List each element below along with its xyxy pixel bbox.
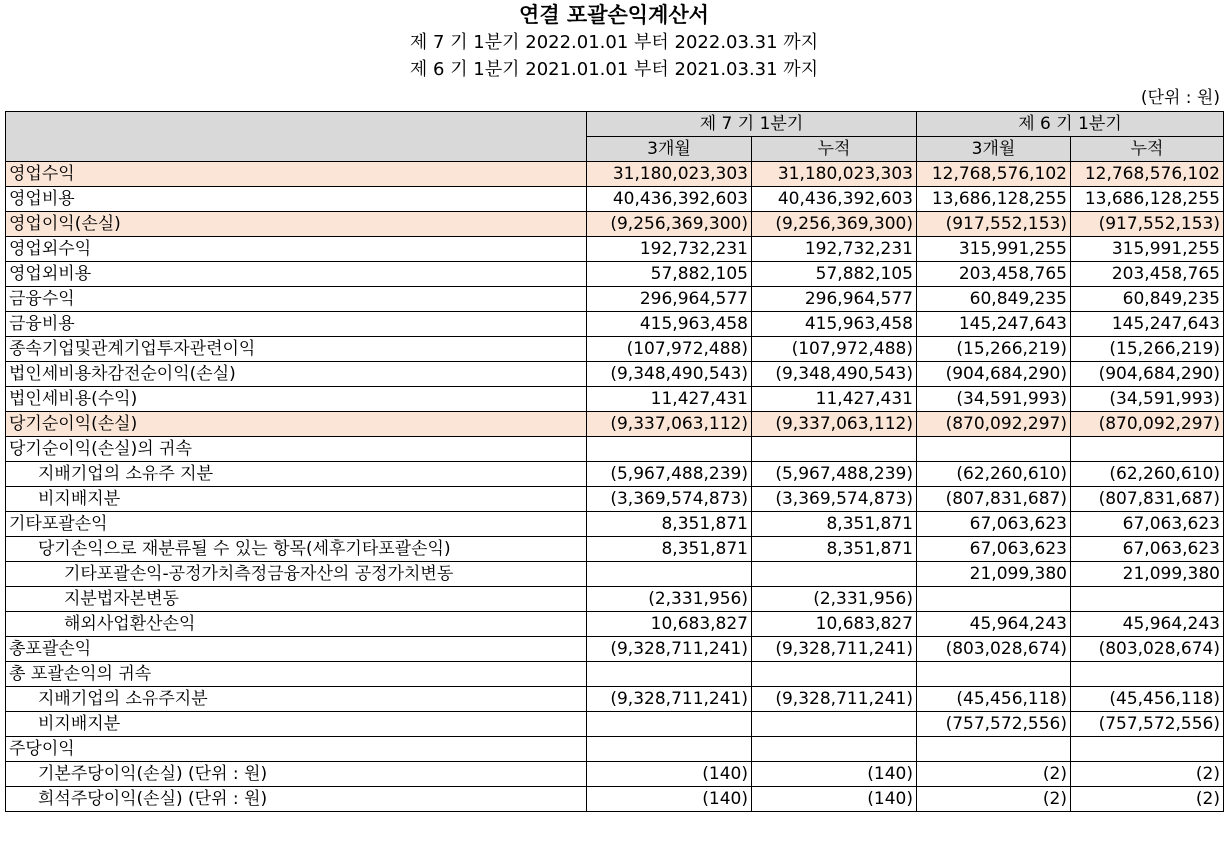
value-cell: 296,964,577 [587, 287, 752, 312]
value-cell: 13,686,128,255 [1071, 187, 1224, 212]
row-label: 주당이익 [6, 737, 587, 762]
table-row [6, 487, 1224, 512]
value-cell: (34,591,993) [1071, 387, 1224, 412]
value-cell [1071, 587, 1224, 612]
value-cell: 8,351,871 [587, 512, 752, 537]
value-cell [1071, 437, 1224, 462]
value-cell: 67,063,623 [1071, 512, 1224, 537]
value-cell [587, 737, 752, 762]
table-row [6, 687, 1224, 712]
value-cell: (9,337,063,112) [752, 412, 917, 437]
value-cell: (9,328,711,241) [587, 637, 752, 662]
value-cell: (62,260,610) [1071, 462, 1224, 487]
row-label: 지배기업의 소유주 지분 [6, 462, 587, 487]
value-cell [917, 737, 1071, 762]
table-row [6, 362, 1224, 387]
value-cell: (34,591,993) [917, 387, 1071, 412]
value-cell: (9,328,711,241) [752, 687, 917, 712]
value-cell: 57,882,105 [752, 262, 917, 287]
table-row [6, 712, 1224, 737]
value-cell: (62,260,610) [917, 462, 1071, 487]
value-cell: (140) [752, 762, 917, 787]
value-cell: 192,732,231 [752, 237, 917, 262]
value-cell [917, 662, 1071, 687]
row-label: 희석주당이익(손실) (단위 : 원) [6, 787, 587, 812]
value-cell: 60,849,235 [1071, 287, 1224, 312]
value-cell: (2) [917, 787, 1071, 812]
table-row [6, 287, 1224, 312]
row-label: 영업외수익 [6, 237, 587, 262]
income-statement-table [5, 111, 1224, 812]
value-cell: 67,063,623 [917, 512, 1071, 537]
value-cell: 315,991,255 [1071, 237, 1224, 262]
value-cell: 296,964,577 [752, 287, 917, 312]
value-cell: (807,831,687) [917, 487, 1071, 512]
table-row [6, 262, 1224, 287]
value-cell [917, 587, 1071, 612]
header-3month-current: 3개월 [587, 137, 752, 162]
value-cell [587, 562, 752, 587]
value-cell: (803,028,674) [1071, 637, 1224, 662]
value-cell: (140) [587, 762, 752, 787]
value-cell: (45,456,118) [1071, 687, 1224, 712]
header-current-period: 제 7 기 1분기 [587, 112, 917, 137]
value-cell [752, 437, 917, 462]
table-row [6, 762, 1224, 787]
value-cell: 67,063,623 [917, 537, 1071, 562]
value-cell: (9,256,369,300) [752, 212, 917, 237]
table-row [6, 212, 1224, 237]
row-label: 법인세비용차감전순이익(손실) [6, 362, 587, 387]
table-row [6, 237, 1224, 262]
value-cell [587, 662, 752, 687]
table-row [6, 437, 1224, 462]
value-cell: 12,768,576,102 [917, 162, 1071, 187]
value-cell: 31,180,023,303 [752, 162, 917, 187]
table-row [6, 312, 1224, 337]
row-label: 기타포괄손익 [6, 512, 587, 537]
value-cell: (803,028,674) [917, 637, 1071, 662]
value-cell [752, 712, 917, 737]
value-cell: 415,963,458 [587, 312, 752, 337]
value-cell: 40,436,392,603 [587, 187, 752, 212]
value-cell [752, 662, 917, 687]
value-cell: (2) [917, 762, 1071, 787]
value-cell: (2) [1071, 787, 1224, 812]
value-cell: (870,092,297) [917, 412, 1071, 437]
value-cell: (140) [752, 787, 917, 812]
value-cell: (140) [587, 787, 752, 812]
table-row [6, 662, 1224, 687]
header-row-periods [6, 112, 1224, 137]
value-cell: (5,967,488,239) [587, 462, 752, 487]
row-label: 금융비용 [6, 312, 587, 337]
value-cell [752, 737, 917, 762]
header-prior-period: 제 6 기 1분기 [917, 112, 1224, 137]
value-cell: 315,991,255 [917, 237, 1071, 262]
value-cell: 13,686,128,255 [917, 187, 1071, 212]
value-cell: (917,552,153) [917, 212, 1071, 237]
value-cell: (807,831,687) [1071, 487, 1224, 512]
value-cell [1071, 737, 1224, 762]
table-row [6, 537, 1224, 562]
value-cell: (15,266,219) [1071, 337, 1224, 362]
value-cell: (9,328,711,241) [752, 637, 917, 662]
header-cumulative-prior: 누적 [1071, 137, 1224, 162]
value-cell: (3,369,574,873) [752, 487, 917, 512]
value-cell: (9,348,490,543) [752, 362, 917, 387]
row-label: 당기손익으로 재분류될 수 있는 항목(세후기타포괄손익) [6, 537, 587, 562]
value-cell: 8,351,871 [752, 512, 917, 537]
row-label: 기본주당이익(손실) (단위 : 원) [6, 762, 587, 787]
value-cell: 45,964,243 [1071, 612, 1224, 637]
value-cell: 415,963,458 [752, 312, 917, 337]
table-row [6, 462, 1224, 487]
value-cell: (2) [1071, 762, 1224, 787]
period-line-prior: 제 6 기 1분기 2021.01.01 부터 2021.03.31 까지 [409, 59, 819, 80]
row-label: 영업이익(손실) [6, 212, 587, 237]
value-cell: 31,180,023,303 [587, 162, 752, 187]
value-cell: (757,572,556) [1071, 712, 1224, 737]
statement-title: 연결 포괄손익계산서 [519, 3, 709, 27]
table-row [6, 637, 1224, 662]
row-label: 영업외비용 [6, 262, 587, 287]
table-row [6, 412, 1224, 437]
row-label: 영업수익 [6, 162, 587, 187]
value-cell: 203,458,765 [917, 262, 1071, 287]
value-cell [1071, 662, 1224, 687]
value-cell: (2,331,956) [752, 587, 917, 612]
value-cell: (757,572,556) [917, 712, 1071, 737]
period-line-current: 제 7 기 1분기 2022.01.01 부터 2022.03.31 까지 [409, 32, 819, 53]
value-cell: (9,328,711,241) [587, 687, 752, 712]
value-cell [587, 712, 752, 737]
value-cell: 145,247,643 [1071, 312, 1224, 337]
value-cell: 10,683,827 [587, 612, 752, 637]
value-cell: 145,247,643 [917, 312, 1071, 337]
value-cell: 67,063,623 [1071, 537, 1224, 562]
row-label: 당기순이익(손실) [6, 412, 587, 437]
value-cell: (917,552,153) [1071, 212, 1224, 237]
value-cell: (2,331,956) [587, 587, 752, 612]
table-row [6, 587, 1224, 612]
value-cell: (107,972,488) [587, 337, 752, 362]
value-cell [587, 437, 752, 462]
table-row [6, 787, 1224, 812]
table-row [6, 737, 1224, 762]
row-label: 총포괄손익 [6, 637, 587, 662]
table-row [6, 187, 1224, 212]
value-cell: (9,337,063,112) [587, 412, 752, 437]
table-row [6, 512, 1224, 537]
row-label: 총 포괄손익의 귀속 [6, 662, 587, 687]
row-label: 당기순이익(손실)의 귀속 [6, 437, 587, 462]
value-cell: 60,849,235 [917, 287, 1071, 312]
value-cell: 11,427,431 [752, 387, 917, 412]
row-label: 비지배지분 [6, 487, 587, 512]
row-label: 비지배지분 [6, 712, 587, 737]
value-cell: 11,427,431 [587, 387, 752, 412]
row-label: 지배기업의 소유주지분 [6, 687, 587, 712]
value-cell: 8,351,871 [752, 537, 917, 562]
value-cell: 21,099,380 [1071, 562, 1224, 587]
header-cumulative-current: 누적 [752, 137, 917, 162]
row-label: 기타포괄손익-공정가치측정금융자산의 공정가치변동 [6, 562, 587, 587]
row-label: 지분법자본변동 [6, 587, 587, 612]
value-cell: (15,266,219) [917, 337, 1071, 362]
value-cell [917, 437, 1071, 462]
value-cell: 192,732,231 [587, 237, 752, 262]
value-cell: (904,684,290) [917, 362, 1071, 387]
value-cell: (870,092,297) [1071, 412, 1224, 437]
table-row [6, 387, 1224, 412]
table-row [6, 337, 1224, 362]
value-cell: 8,351,871 [587, 537, 752, 562]
row-label: 해외사업환산손익 [6, 612, 587, 637]
row-label: 금융수익 [6, 287, 587, 312]
row-label: 영업비용 [6, 187, 587, 212]
value-cell: (5,967,488,239) [752, 462, 917, 487]
table-row [6, 562, 1224, 587]
value-cell [752, 562, 917, 587]
value-cell: 12,768,576,102 [1071, 162, 1224, 187]
header-blank-cell [6, 112, 587, 162]
table-body [6, 162, 1224, 812]
unit-label: (단위 : 원) [1140, 88, 1220, 108]
table-row [6, 612, 1224, 637]
value-cell: (9,348,490,543) [587, 362, 752, 387]
row-label: 종속기업및관계기업투자관련이익 [6, 337, 587, 362]
value-cell: (9,256,369,300) [587, 212, 752, 237]
table-row [6, 162, 1224, 187]
value-cell: (3,369,574,873) [587, 487, 752, 512]
value-cell: (45,456,118) [917, 687, 1071, 712]
header-3month-prior: 3개월 [917, 137, 1071, 162]
value-cell: 40,436,392,603 [752, 187, 917, 212]
value-cell: 10,683,827 [752, 612, 917, 637]
value-cell: 203,458,765 [1071, 262, 1224, 287]
value-cell: (904,684,290) [1071, 362, 1224, 387]
row-label: 법인세비용(수익) [6, 387, 587, 412]
value-cell: 57,882,105 [587, 262, 752, 287]
value-cell: 45,964,243 [917, 612, 1071, 637]
value-cell: (107,972,488) [752, 337, 917, 362]
value-cell: 21,099,380 [917, 562, 1071, 587]
